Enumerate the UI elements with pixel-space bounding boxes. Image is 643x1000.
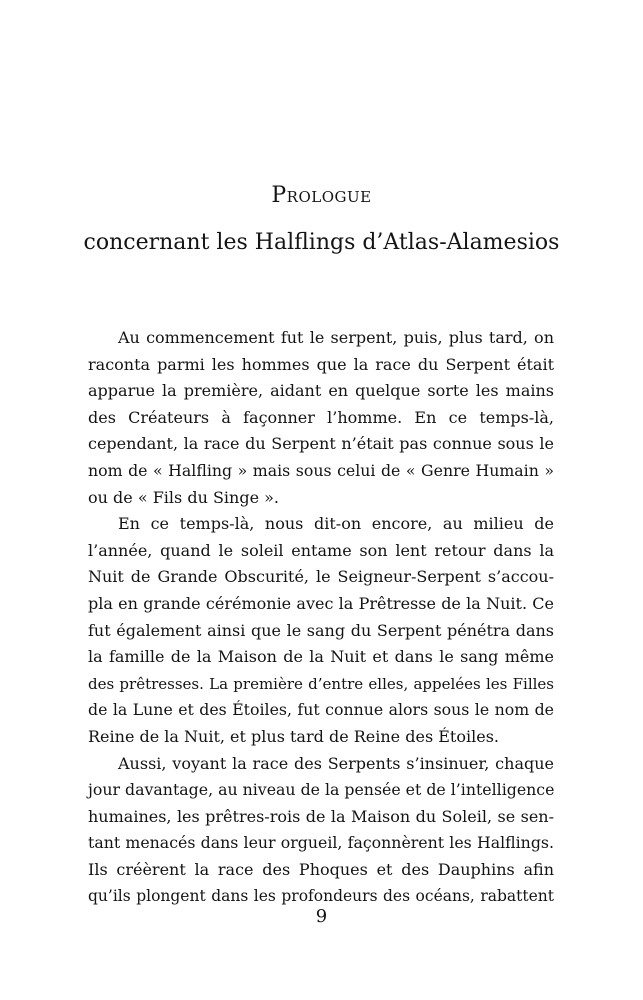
text-line: raconta parmi les hommes que la race du Serpent était [88, 354, 554, 374]
text-line: tant menacés dans leur orgueil, façonnèrent les Halflings. [88, 833, 554, 853]
text-line: nom de « Halfling » mais sous celui de « Genre Humain » [88, 460, 554, 480]
text-line: des prêtresses. La première d’entre elles, appelées les Filles [88, 674, 554, 693]
text-line: qu’ils plongent dans les profondeurs des océans, rabattent [88, 887, 554, 906]
text-line: Nuit de Grande Obscurité, le Seigneur-Serpent s’accou- [88, 567, 554, 587]
text-line: Ils créèrent la race des Phoques et des Dauphins afin [88, 859, 554, 879]
text-line: des Créateurs à façonner l’homme. En ce temps-là, [88, 407, 554, 427]
text-line: l’année, quand le soleil entame son lent retour dans la [88, 540, 554, 560]
body-text [88, 325, 554, 910]
text-line: cependant, la race du Serpent n’était pas connue sous le [88, 434, 554, 454]
text-line: fut également ainsi que le sang du Serpent pénétra dans [88, 620, 554, 640]
chapter-subtitle: concernant les Halflings d’Atlas-Alamesios [83, 230, 560, 255]
text-line: de la Lune et des Étoiles, fut connue alors sous le nom de [88, 700, 554, 720]
text-line: apparue la première, aidant en quelque sorte les mains [88, 381, 554, 401]
text-line: En ce temps-là, nous dit-on encore, au milieu de [118, 514, 554, 534]
text-line: Au commencement fut le serpent, puis, plus tard, on [118, 328, 554, 347]
text-line: jour davantage, au niveau de la pensée et de l’intelligence [88, 780, 555, 800]
text-line: Reine de la Nuit, et plus tard de Reine des Étoiles. [88, 726, 499, 746]
chapter-title: Prologue [271, 183, 372, 208]
text-line: Aussi, voyant la race des Serpents s’insinuer, chaque [118, 753, 554, 773]
text-line: humaines, les prêtres-rois de la Maison du Soleil, se sen- [88, 806, 554, 826]
page-number: 9 [315, 906, 328, 927]
text-line: la famille de la Maison de la Nuit et dans le sang même [88, 647, 554, 667]
text-line: ou de « Fils du Singe ». [88, 487, 280, 507]
text-line: pla en grande cérémonie avec la Prêtresse de la Nuit. Ce [88, 593, 554, 613]
